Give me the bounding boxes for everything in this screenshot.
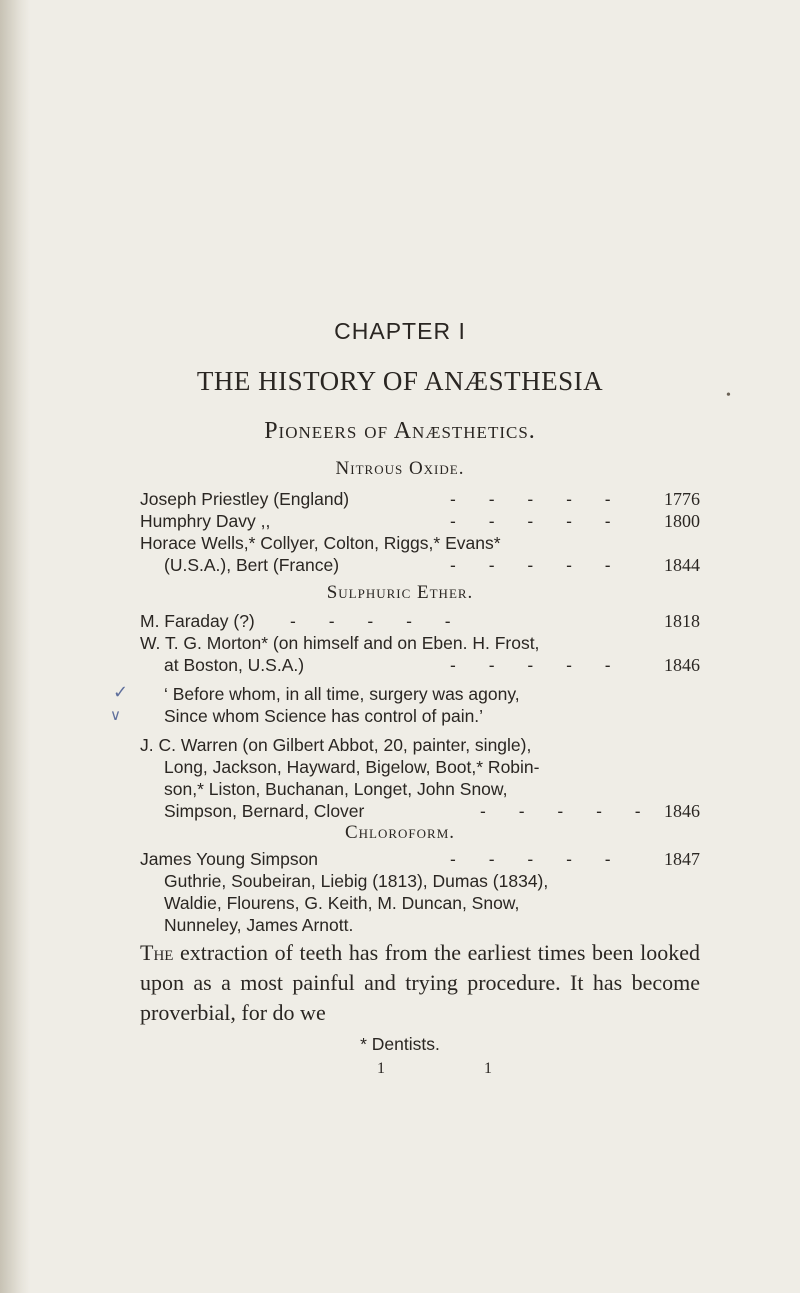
year: 1847 <box>664 849 700 869</box>
entry-davy: Humphry Davy ,, - - - - - 1800 <box>140 511 700 531</box>
year: 1846 <box>664 801 700 821</box>
year: 1776 <box>664 489 700 509</box>
year: 1800 <box>664 511 700 531</box>
page-title: THE HISTORY OF ANÆSTHESIA <box>196 366 604 396</box>
footnote: * Dentists. <box>360 1034 440 1054</box>
entry-guthrie: Guthrie, Soubeiran, Liebig (1813), Dumas (1834), Waldie, Flourens, G. Keith, M. Duncan, Snow, Nunneley, James Arnott. <box>164 871 549 935</box>
page-binding-shadow <box>0 0 30 1293</box>
heading-sulphuric-ether: Sulphuric Ether. <box>326 582 474 603</box>
entry-morton: W. T. G. Morton* (on himself and on Eben. H. Frost, at Boston, U.S.A.) - - - - - 1846 <box>140 633 700 675</box>
page-number: 1 <box>484 1060 492 1077</box>
page-signature: 1 <box>377 1060 385 1077</box>
year: 1844 <box>664 555 700 575</box>
body-paragraph: The extraction of teeth has from the earliest times been looked upon as a most painful and trying procedure. It has become proverbial, for do we <box>140 940 701 1025</box>
heading-nitrous-oxide: Nitrous Oxide. <box>335 458 465 479</box>
entry-simpson: James Young Simpson - - - - - 1847 <box>140 849 700 869</box>
pencil-tick-icon: ✓ <box>113 682 129 703</box>
entry-warren: J. C. Warren (on Gilbert Abbot, 20, painter, single), Long, Jackson, Hayward, Bigelow, Boot,* Robin- son,* Liston, Buchanan, Longet, John Snow, Simpson, Bernard, Clover - - - - - 1846 <box>140 735 700 821</box>
heading-chloroform: Chloroform. <box>344 822 456 843</box>
pencil-mark-icon: ∨ <box>110 706 121 724</box>
entry-faraday: M. Faraday (?) - - - - - 1818 <box>140 611 700 631</box>
year: 1818 <box>664 611 700 631</box>
entry-wells: Horace Wells,* Collyer, Colton, Riggs,* Evans* (U.S.A.), Bert (France) - - - - - 1844 <box>140 533 700 575</box>
entry-priestley: Joseph Priestley (England) - - - - - 1776 <box>140 489 700 509</box>
chapter-label: CHAPTER I <box>334 318 466 344</box>
year: 1846 <box>664 655 700 675</box>
section-subtitle: Pioneers of Anæsthetics. <box>264 418 536 444</box>
stray-mark: • <box>726 388 731 403</box>
quotation: ‘ Before whom, in all time, surgery was agony, Since whom Science has control of pain.’ <box>164 684 520 726</box>
